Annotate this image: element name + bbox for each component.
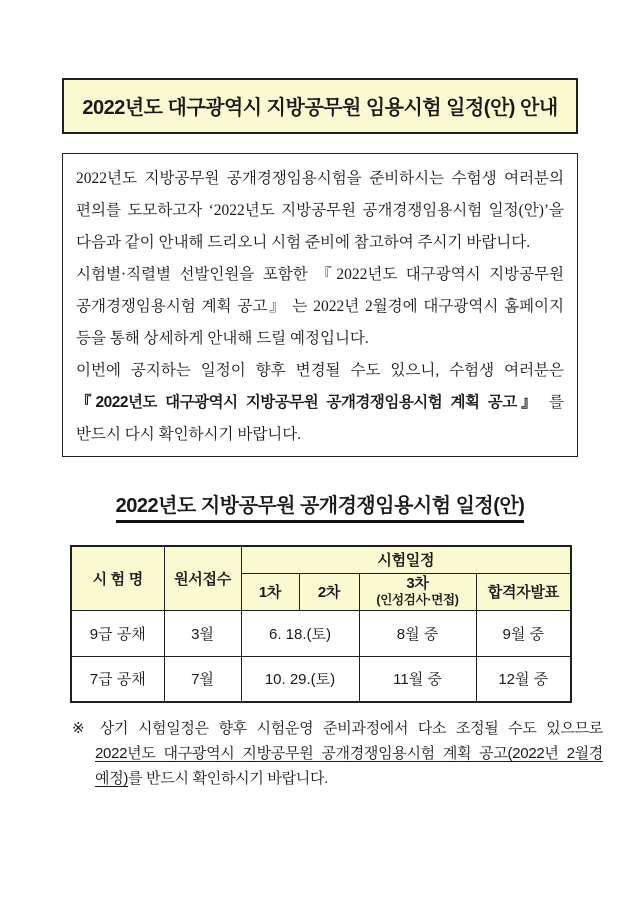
cell-exam-name: 7급 공채: [71, 656, 164, 702]
header-round-3: [359, 573, 476, 610]
table-header-row-1: [71, 546, 571, 573]
cell-pass-announcement: 12월 중: [476, 656, 571, 702]
title-box: [62, 78, 578, 134]
header-application: 원서접수: [164, 546, 241, 610]
table-row: [71, 610, 571, 656]
header-round-1: 1차: [241, 573, 299, 610]
schedule-section-heading: [0, 489, 640, 523]
header-pass-announcement: 합격자발표: [476, 573, 571, 610]
cell-pass-announcement: 9월 중: [476, 610, 571, 656]
cell-application: 7월: [164, 656, 241, 702]
footnote-tail: 를 반드시 확인하시기 바랍니다.: [128, 770, 329, 787]
cell-round-3: 11월 중: [359, 656, 476, 702]
cell-round-1-2: 10. 29.(토): [241, 656, 359, 702]
intro-paragraph-3: [76, 355, 564, 451]
reference-mark: ※: [72, 720, 91, 737]
intro-paragraph-3-tail: 를 반드시 다시 확인하시기 바랍니다.: [76, 394, 564, 443]
header-exam-name: 시 험 명: [71, 546, 164, 610]
intro-paragraph-3-bold-title: 『2022년도 대구광역시 지방공무원 공개경쟁임용시험 계획 공고』: [76, 394, 541, 411]
cell-exam-name: 9급 공채: [71, 610, 164, 656]
intro-paragraph-1: 2022년도 지방공무원 공개경쟁임용시험을 준비하시는 수험생 여러분의 편의를 도모하고자 ‘2022년도 지방공무원 공개경쟁임용시험 일정(안)’을 다음과 같이 안내해 드리오니 시험 준비에 참고하여 주시기 바랍니다.: [76, 170, 564, 251]
cell-application: 3월: [164, 610, 241, 656]
intro-paragraph-2: 시험별·직렬별 선발인원을 포함한 『2022년도 대구광역시 지방공무원 공개경쟁임용시험 계획 공고』 는 2022년 2월경에 대구광역시 홈페이지 등을 통해 상세하게 안내해 드릴 예정입니다.: [76, 266, 564, 347]
header-round-3-line1: 3차: [406, 575, 429, 592]
header-schedule-group: 시험일정: [241, 546, 571, 573]
footnote-text: 상기 시험일정은 향후 시험운영 준비과정에서 다소 조정될 수도 있으므로: [99, 720, 603, 737]
cell-round-3: 8월 중: [359, 610, 476, 656]
schedule-heading-text: 2022년도 지방공무원 공개경쟁임용시험 일정(안): [116, 489, 525, 523]
header-round-3-line2: (인성검사·면접): [376, 593, 459, 607]
exam-schedule-table: [70, 545, 572, 703]
cell-round-1-2: 6. 18.(토): [241, 610, 359, 656]
footnote: [72, 716, 603, 791]
header-round-2: 2차: [299, 573, 359, 610]
table-header: [71, 546, 571, 610]
intro-box: [62, 153, 578, 457]
page-title: 2022년도 대구광역시 지방공무원 임용시험 일정(안) 안내: [82, 97, 558, 119]
footnote-underlined-title: 2022년도 대구광역시 지방공무원 공개경쟁임용시험 계획 공고(2022년 2월경 예정): [95, 745, 603, 787]
table-row: [71, 656, 571, 702]
intro-paragraph-3-text: 이번에 공지하는 일정이 향후 변경될 수도 있으니, 수험생 여러분은: [76, 362, 564, 379]
